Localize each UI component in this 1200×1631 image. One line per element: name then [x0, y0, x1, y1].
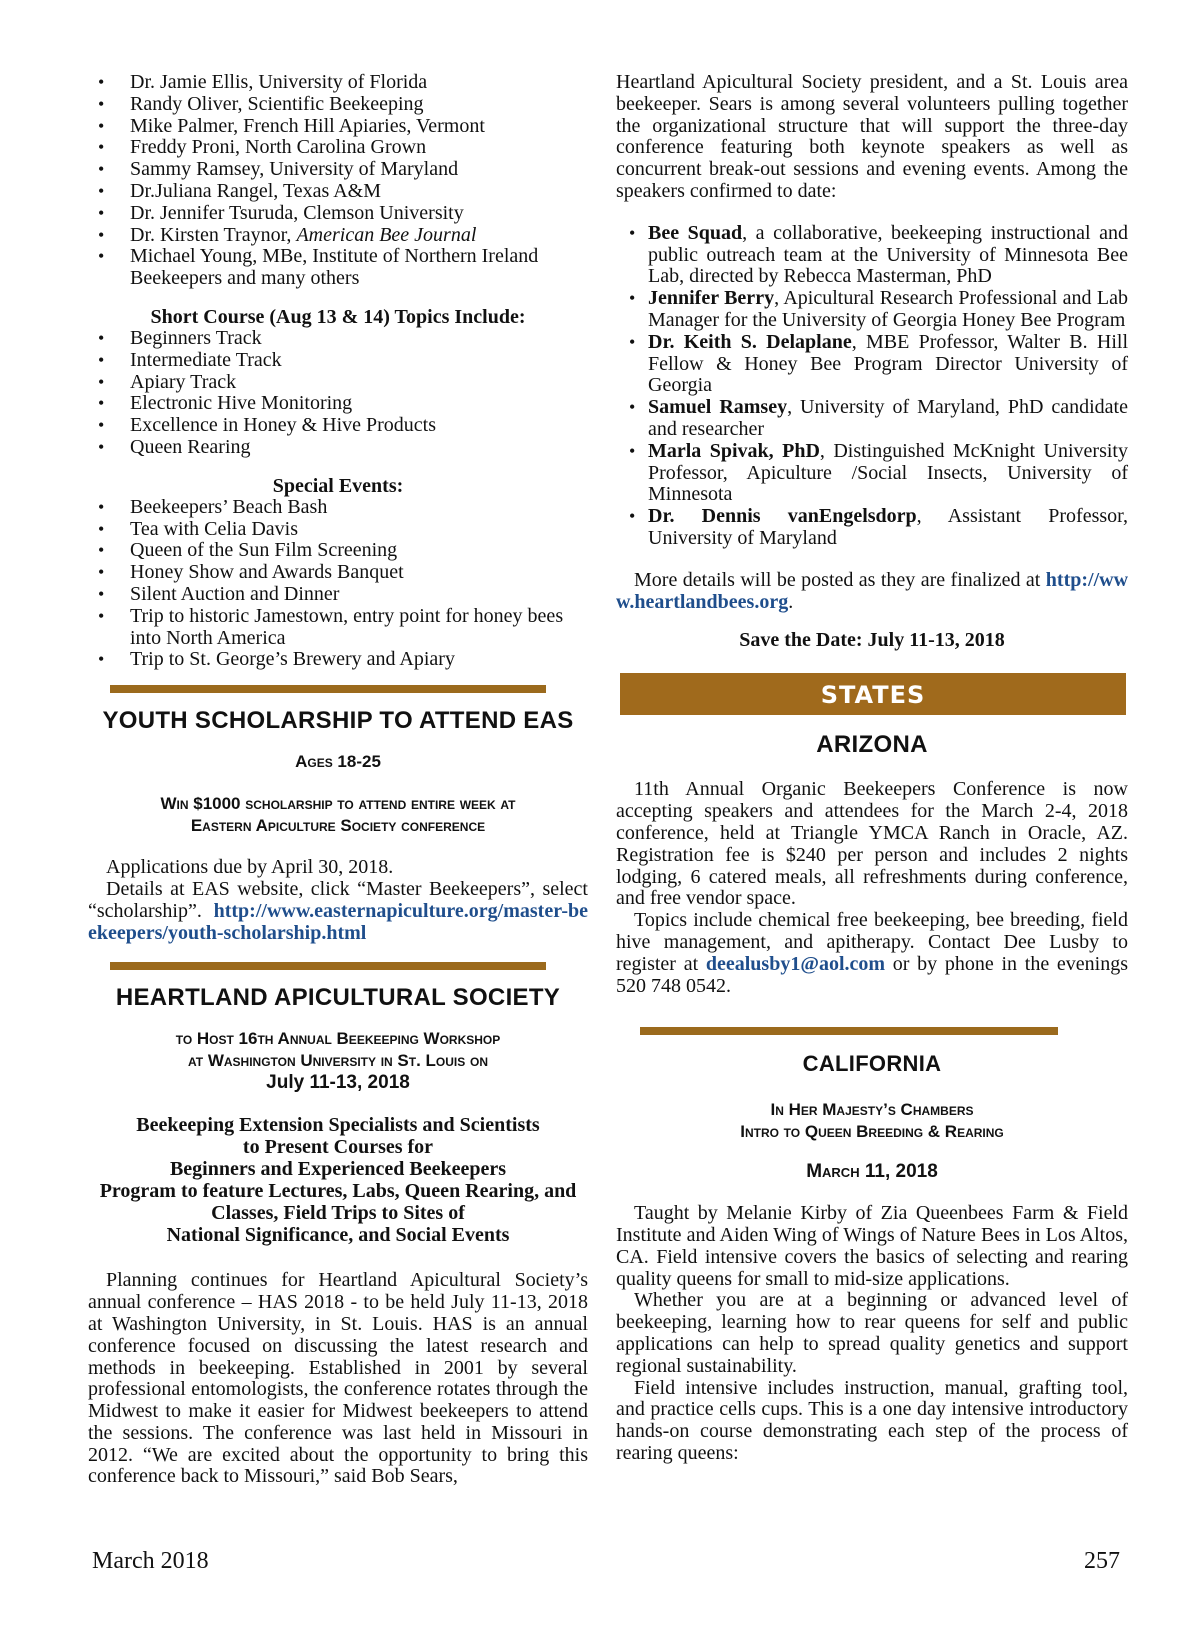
youth-details-text: Details at EAS website, click “Master Beekeepers”, select “scholarship”. [88, 877, 588, 922]
youth-ages: Ages 18-25 [295, 752, 381, 772]
heartland-website-link[interactable]: http://www.heartlandbees.org [616, 568, 1129, 613]
short-course-heading: Short Course (Aug 13 & 14) Topics Include: [150, 305, 526, 328]
list-item: • Intermediate Track [88, 350, 588, 372]
youth-details [88, 879, 588, 944]
list-item [88, 225, 588, 247]
speaker-desc: , Apicultural Research Professional and Lab Manager for the University of Georgia Honey Bee Program [648, 287, 1129, 331]
arizona-title: ARIZONA [816, 731, 928, 759]
more-details: More details will be posted as they are finalized at http://www.heartlandbees.org. [616, 568, 1129, 613]
list-item: • Queen of the Sun Film Screening [88, 540, 588, 562]
list-item: • Freddy Proni, North Carolina Grown [88, 137, 588, 159]
list-item: • Trip to historic Jamestown, entry point for honey bees into North America [88, 606, 588, 650]
arizona-contact-text: Topics include chemical free beekeeping, bee breeding, field hive management, and apitherapy. Contact Dee Lusby to register at [616, 909, 1128, 975]
heartland-feature-line: to Present Courses for [242, 1136, 434, 1159]
heartland-continued: Heartland Apicultural Society president, and a St. Louis area beekeeper. Sears is among several volunteers pulling together the organizational structure that will support the three-day conference featuring both keynote speakers as well as concurrent break-out sessions and evening events. Among the speakers confirmed to date: [616, 71, 1128, 202]
confirmed-speakers-list [616, 223, 1128, 550]
footer-date: March 2018 [92, 1548, 209, 1574]
heartland-feature-line: Beekeeping Extension Specialists and Scientists [136, 1114, 540, 1137]
youth-award-line: Eastern Apiculture Society conference [190, 816, 486, 836]
arizona-contact [616, 910, 1128, 997]
speaker-name: Marla Spivak, PhD [648, 439, 820, 462]
arizona-phone-text: or by phone in the evenings 520 748 0542. [616, 952, 1129, 997]
heartland-date: July 11-13, 2018 [266, 1072, 410, 1094]
list-item: • Beekeepers’ Beach Bash [88, 497, 588, 519]
speaker-name: Dr. Dennis vanEngelsdorp [648, 505, 917, 528]
left-column [88, 72, 588, 1488]
speaker-desc: , Assistant Professor, University of Maryland [648, 505, 1128, 549]
list-item: • Dr. Jennifer Tsuruda, Clemson University [88, 203, 588, 225]
heartland-feature-line: National Significance, and Social Events [166, 1224, 510, 1247]
list-item: • Beginners Track [88, 328, 588, 350]
california-body: Taught by Melanie Kirby of Zia Queenbees Farm & Field Institute and Aiden Wing of Wings of Nature Bees in Los Altos, CA. Field intensive covers the basics of selecting and rearing quality queens for small to mid-size applications. [616, 1202, 1128, 1290]
more-details-text: More details will be posted as they are finalized at [634, 568, 1041, 591]
arizona-email-link[interactable]: deealusby1@aol.com [705, 952, 886, 975]
arizona-body: 11th Annual Organic Beekeepers Conference is now accepting speakers and attendees for the March 2-4, 2018 conference, held at Triangle YMCA Ranch in Oracle, AZ. Registration fee is $240 per person and includes 2 nights lodging, 6 catered meals, all refreshments during conference, and free vendor space. [616, 778, 1128, 910]
california-title: CALIFORNIA [802, 1051, 942, 1077]
speaker-list [88, 72, 588, 290]
list-item: • Sammy Ramsey, University of Maryland [88, 159, 588, 181]
list-item [616, 441, 1128, 506]
california-body: Whether you are at a beginning or advanced level of beekeeping, learning how to rear queens for self and public applications can help to spread quality genetics and support regional sustainability. [616, 1289, 1128, 1377]
list-item: • Honey Show and Awards Banquet [88, 562, 588, 584]
heartland-feature-line: Program to feature Lectures, Labs, Queen Rearing, and [99, 1180, 577, 1203]
list-item: • Excellence in Honey & Hive Products [88, 415, 588, 437]
heartland-body: Planning continues for Heartland Apicultural Society’s annual conference – HAS 2018 - to be held July 11-13, 2018 at Washington University, in St. Louis. HAS is an annual conference focused on discussing the latest research and methods in beekeeping. Established in 2001 by several professional entomologists, the conference rotates through the Midwest to make it easier for Midwest beekeepers to attend the sessions. The conference was last held in Missouri in 2012. “We are excited about the opportunity to bring this conference back to Missouri,” said Bob Sears, [88, 1269, 588, 1488]
journal-title: American Bee Journal [296, 223, 477, 246]
youth-deadline: Applications due by April 30, 2018. [106, 856, 394, 879]
list-item: • Trip to St. George’s Brewery and Apiary [88, 649, 588, 671]
speaker-desc: , a collaborative, beekeeping instructional and public outreach team at the University of Minnesota Bee Lab, directed by Rebecca Masterman, PhD [648, 221, 1128, 288]
youth-scholarship-title: YOUTH SCHOLARSHIP TO ATTEND EAS [102, 707, 574, 735]
list-item [616, 332, 1128, 397]
list-item: • Electronic Hive Monitoring [88, 393, 588, 415]
speaker-name: Samuel Ramsey [648, 396, 788, 419]
speaker-desc: , MBE Professor, Walter B. Hill Fellow & Honey Bee Program Director University of Georgia [648, 330, 1128, 397]
list-item: • Apiary Track [88, 372, 588, 394]
california-body: Field intensive includes instruction, manual, grafting tool, and practice cells cups. This is a one day intensive introductory hands-on course demonstrating each step of the process of rearing queens: [616, 1376, 1128, 1465]
speaker-name: Bee Squad [648, 221, 743, 244]
list-item: • Silent Auction and Dinner [88, 584, 588, 606]
speaker-desc: , University of Maryland, PhD candidate and researcher [648, 396, 1128, 440]
section-divider [110, 685, 546, 693]
list-item: • Dr. Jamie Ellis, University of Florida [88, 72, 588, 94]
short-course-list [88, 328, 588, 459]
section-divider [640, 1027, 1058, 1035]
page-number: 257 [1084, 1548, 1120, 1574]
speaker-name: Dr. Keith S. Delaplane [648, 330, 852, 353]
list-item [616, 288, 1128, 332]
heartland-feature-line: Classes, Field Trips to Sites of [211, 1202, 465, 1225]
california-subtitle: In Her Majesty’s Chambers [770, 1100, 974, 1120]
heartland-title: HEARTLAND APICULTURAL SOCIETY [115, 984, 561, 1012]
speaker-name: Dr. Kirsten Traynor, [130, 223, 297, 246]
list-item [616, 397, 1128, 441]
list-item: • Mike Palmer, French Hill Apiaries, Vermont [88, 116, 588, 138]
list-item: • Tea with Celia Davis [88, 519, 588, 541]
special-events-list [88, 497, 588, 671]
list-item: • Randy Oliver, Scientific Beekeeping [88, 94, 588, 116]
list-item: • Queen Rearing [88, 437, 588, 459]
speaker-desc: , Distinguished McKnight University Professor, Apiculture /Social Insects, University of Minnesota [648, 439, 1128, 506]
save-the-date: Save the Date: July 11-13, 2018 [739, 629, 1005, 652]
youth-scholarship-link[interactable]: http://www.easternapiculture.org/master-beekeepers/youth-scholarship.html [88, 899, 588, 944]
special-events-heading: Special Events: [272, 474, 404, 497]
heartland-subtitle: at Washington University in St. Louis on [187, 1051, 488, 1071]
list-item [616, 223, 1128, 288]
youth-award-line: Win $1000 scholarship to attend entire week at [160, 794, 516, 814]
heartland-subtitle: to Host 16th Annual Beekeeping Workshop [175, 1029, 501, 1049]
section-divider [110, 962, 546, 970]
speaker-name: Jennifer Berry [648, 287, 775, 310]
list-item: • Dr.Juliana Rangel, Texas A&M [88, 181, 588, 203]
states-banner: STATES [620, 673, 1126, 715]
list-item: • Michael Young, MBe, Institute of Northern Ireland Beekeepers and many others [88, 246, 588, 290]
california-subtitle: Intro to Queen Breeding & Rearing [740, 1122, 1004, 1142]
california-date: March 11, 2018 [806, 1161, 938, 1183]
heartland-feature-line: Beginners and Experienced Beekeepers [169, 1158, 507, 1181]
right-column [616, 72, 1128, 1465]
list-item [616, 506, 1128, 550]
